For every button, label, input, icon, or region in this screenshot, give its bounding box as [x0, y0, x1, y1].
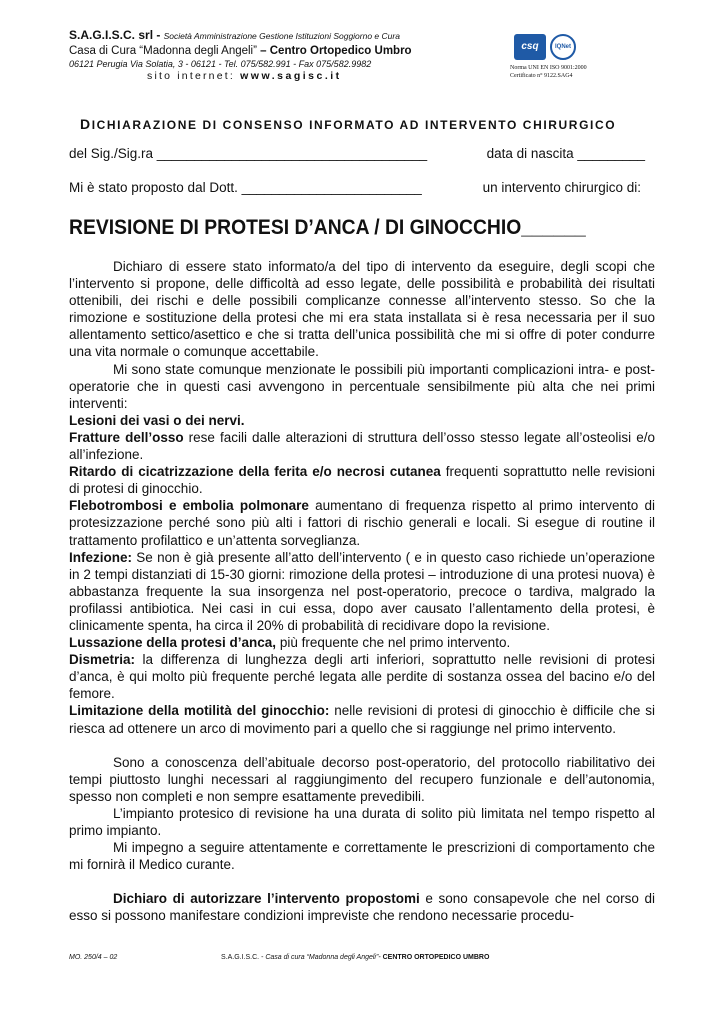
- complication-vessels: [69, 412, 655, 429]
- form-code: MO. 250/4 – 02: [69, 954, 118, 961]
- paragraph-complications-intro: Mi sono state comunque menzionate le possibili più importanti complicazioni intra- e post- operatorie che in questi casi avvengono in percentuale sensibilmente più alta che nei primi interventi:: [69, 361, 655, 411]
- procedure-title: REVISIONE DI PROTESI D’ANCA / DI GINOCCHIO______: [69, 216, 586, 239]
- complication-healing: [69, 463, 655, 497]
- letterhead: [69, 28, 509, 83]
- complication-title: Limitazione della motilità del ginocchio:: [69, 703, 330, 719]
- iso-norm: Norma UNI EN ISO 9001:2000: [510, 65, 587, 71]
- complication-title: Fratture dell’osso: [69, 429, 184, 445]
- footer-center: CENTRO ORTOPEDICO UMBRO: [380, 954, 490, 961]
- surgery-label: un intervento chirurgico di:: [482, 180, 641, 195]
- authorization-statement: Dichiaro di autorizzare l’intervento propostomi: [113, 891, 420, 907]
- paragraph-implant-duration: L’impianto protesico di revisione ha una durata di solito più limitata nel tempo rispetto al primo impianto.: [69, 805, 655, 838]
- complication-title: Infezione:: [69, 549, 132, 565]
- paragraph-commitment: Mi impegno a seguire attentamente e correttamente le prescrizioni di comportamento che mi fornirà il Medico curante.: [69, 840, 655, 873]
- document-title: [80, 116, 616, 132]
- complication-text: la differenza di lunghezza degli arti inferiori, soprattutto nelle revisioni di protesi d’anca, è qui molto più frequente perché legata alle perdite di sostanza ossea del bacino e/o del femore.: [69, 652, 655, 702]
- csq-logo-icon: csq: [514, 34, 546, 60]
- complication-title: Lussazione della protesi d’anca,: [69, 635, 277, 651]
- complication-text: frequenti soprattutto nelle revisioni di protesi di ginocchio.: [69, 464, 656, 497]
- clinic-name: Casa di Cura “Madonna degli Angeli”: [69, 45, 257, 57]
- iqnet-logo-icon: IQNet: [550, 34, 576, 60]
- certificate-number: Certificato n° 9122.SAG4: [510, 73, 573, 79]
- certification-text: [510, 64, 587, 80]
- footer-clinic: Casa di cura “Madonna degli Angeli”-: [263, 954, 381, 961]
- complication-thrombosis: [69, 497, 655, 548]
- clinic-center: – Centro Ortopedico Umbro: [260, 45, 412, 57]
- complication-fractures: [69, 429, 655, 463]
- patient-row: [69, 146, 655, 161]
- complication-dysmetria: [69, 651, 655, 702]
- complication-title: Ritardo di cicatrizzazione della ferita e/o necrosi cutanea: [69, 464, 441, 480]
- complication-title: Dismetria:: [69, 652, 136, 668]
- certification-logos: [510, 32, 600, 82]
- website-prefix: sito internet:: [147, 70, 235, 82]
- complication-dislocation: [69, 634, 655, 651]
- document-title-initial: D: [80, 116, 92, 132]
- patient-name-field: del Sig./Sig.ra ____________________________________: [69, 146, 428, 161]
- website-line: [147, 70, 509, 83]
- company-description: Società Amministrazione Gestione Istituzioni Soggiorno e Cura: [163, 31, 400, 41]
- document-title-rest: ICHIARAZIONE DI CONSENSO INFORMATO AD INTERVENTO CHIRURGICO: [91, 118, 617, 132]
- complication-infection: [69, 549, 655, 634]
- clinic-address: 06121 Perugia Via Solatia, 3 - 06121 - Tel. 075/582.991 - Fax 075/582.9982: [69, 59, 372, 69]
- company-name: S.A.G.I.S.C. srl -: [69, 28, 161, 42]
- paragraph-postop: Sono a conoscenza dell’abituale decorso post-operatorio, del protocollo riabilitativo dei tempi piuttosto lunghi necessari al raggiungimento del recupero funzionale e dell’autonomia, spesso non completi e non sempre esattamente prevedibili.: [69, 754, 655, 804]
- complication-text: nelle revisioni di protesi di ginocchio è difficile che si riesca ad ottenere un arco di movimento pari a quello che si raggiunge nel primo intervento.: [69, 703, 656, 736]
- complication-text: Se non è già presente all’atto dell’intervento ( e in questo caso richiede un’operazione in 2 tempi distanziati di 15-30 giorni: rimozione della protesi – introduzione di una protesi nuova) è abbastanza frequente la sua insorgenza nel post-operatorio, precoce o tardiva, malgrado la profilassi antibiotica. Nei casi in cui essa, dopo aver causato l’allentamento della protesi, è clinicamente spenta, ha circa il 20% di probabilità di recidivare dopo la revisione.: [69, 549, 655, 633]
- footer-company: [221, 954, 489, 961]
- doctor-name-field: Mi è stato proposto dal Dott. ________________________: [69, 180, 422, 195]
- consent-body: [69, 258, 655, 924]
- doctor-row: [69, 180, 655, 195]
- authorization-text: e sono consapevole che nel corso di esso si possono manifestare condizioni impreviste che rendono necessarie procedu-: [69, 891, 655, 924]
- website-url: www.sagisc.it: [240, 70, 342, 82]
- complication-knee-motility: [69, 702, 655, 736]
- complication-title: Flebotrombosi e embolia polmonare: [69, 498, 309, 514]
- company-line: [69, 28, 509, 44]
- complication-text: rese facili dalle alterazioni di struttura dell’osso stesso legate all’osteolisi e/o all’infezione.: [69, 429, 655, 463]
- complication-text: più frequente che nel primo intervento.: [276, 635, 511, 651]
- complication-title: Lesioni dei vasi o dei nervi.: [69, 412, 245, 428]
- complication-text: aumentano di frequenza rispetto al primo intervento di protesizzazione perché sono più alti i fattori di rischio generali e locali. Si esegue di routine il trattamento profilattico e un’attenta sorveglianza.: [69, 498, 655, 548]
- paragraph-informed: Dichiaro di essere stato informato/a del tipo di intervento da eseguire, degli scopi che l’intervento si propone, delle difficoltà ad esso legate, delle possibilità e probabilità dei risultati ottenibili, dei rischi e delle possibili complicanze connesse all’intervento stesso. So che la rimozione e sostituzione della protesi che mi era stata installata si è resa necessaria per il suo allentamento settico/asettico e che si tratta dell’unica possibilità che mi si offre di poter condurre una vita normale o comunque accettabile.: [69, 259, 655, 360]
- paragraph-authorization: [69, 890, 655, 924]
- footer-company-name: S.A.G.I.S.C. -: [221, 954, 264, 961]
- birth-date-field: data di nascita _________: [486, 146, 645, 161]
- clinic-line: [69, 44, 509, 58]
